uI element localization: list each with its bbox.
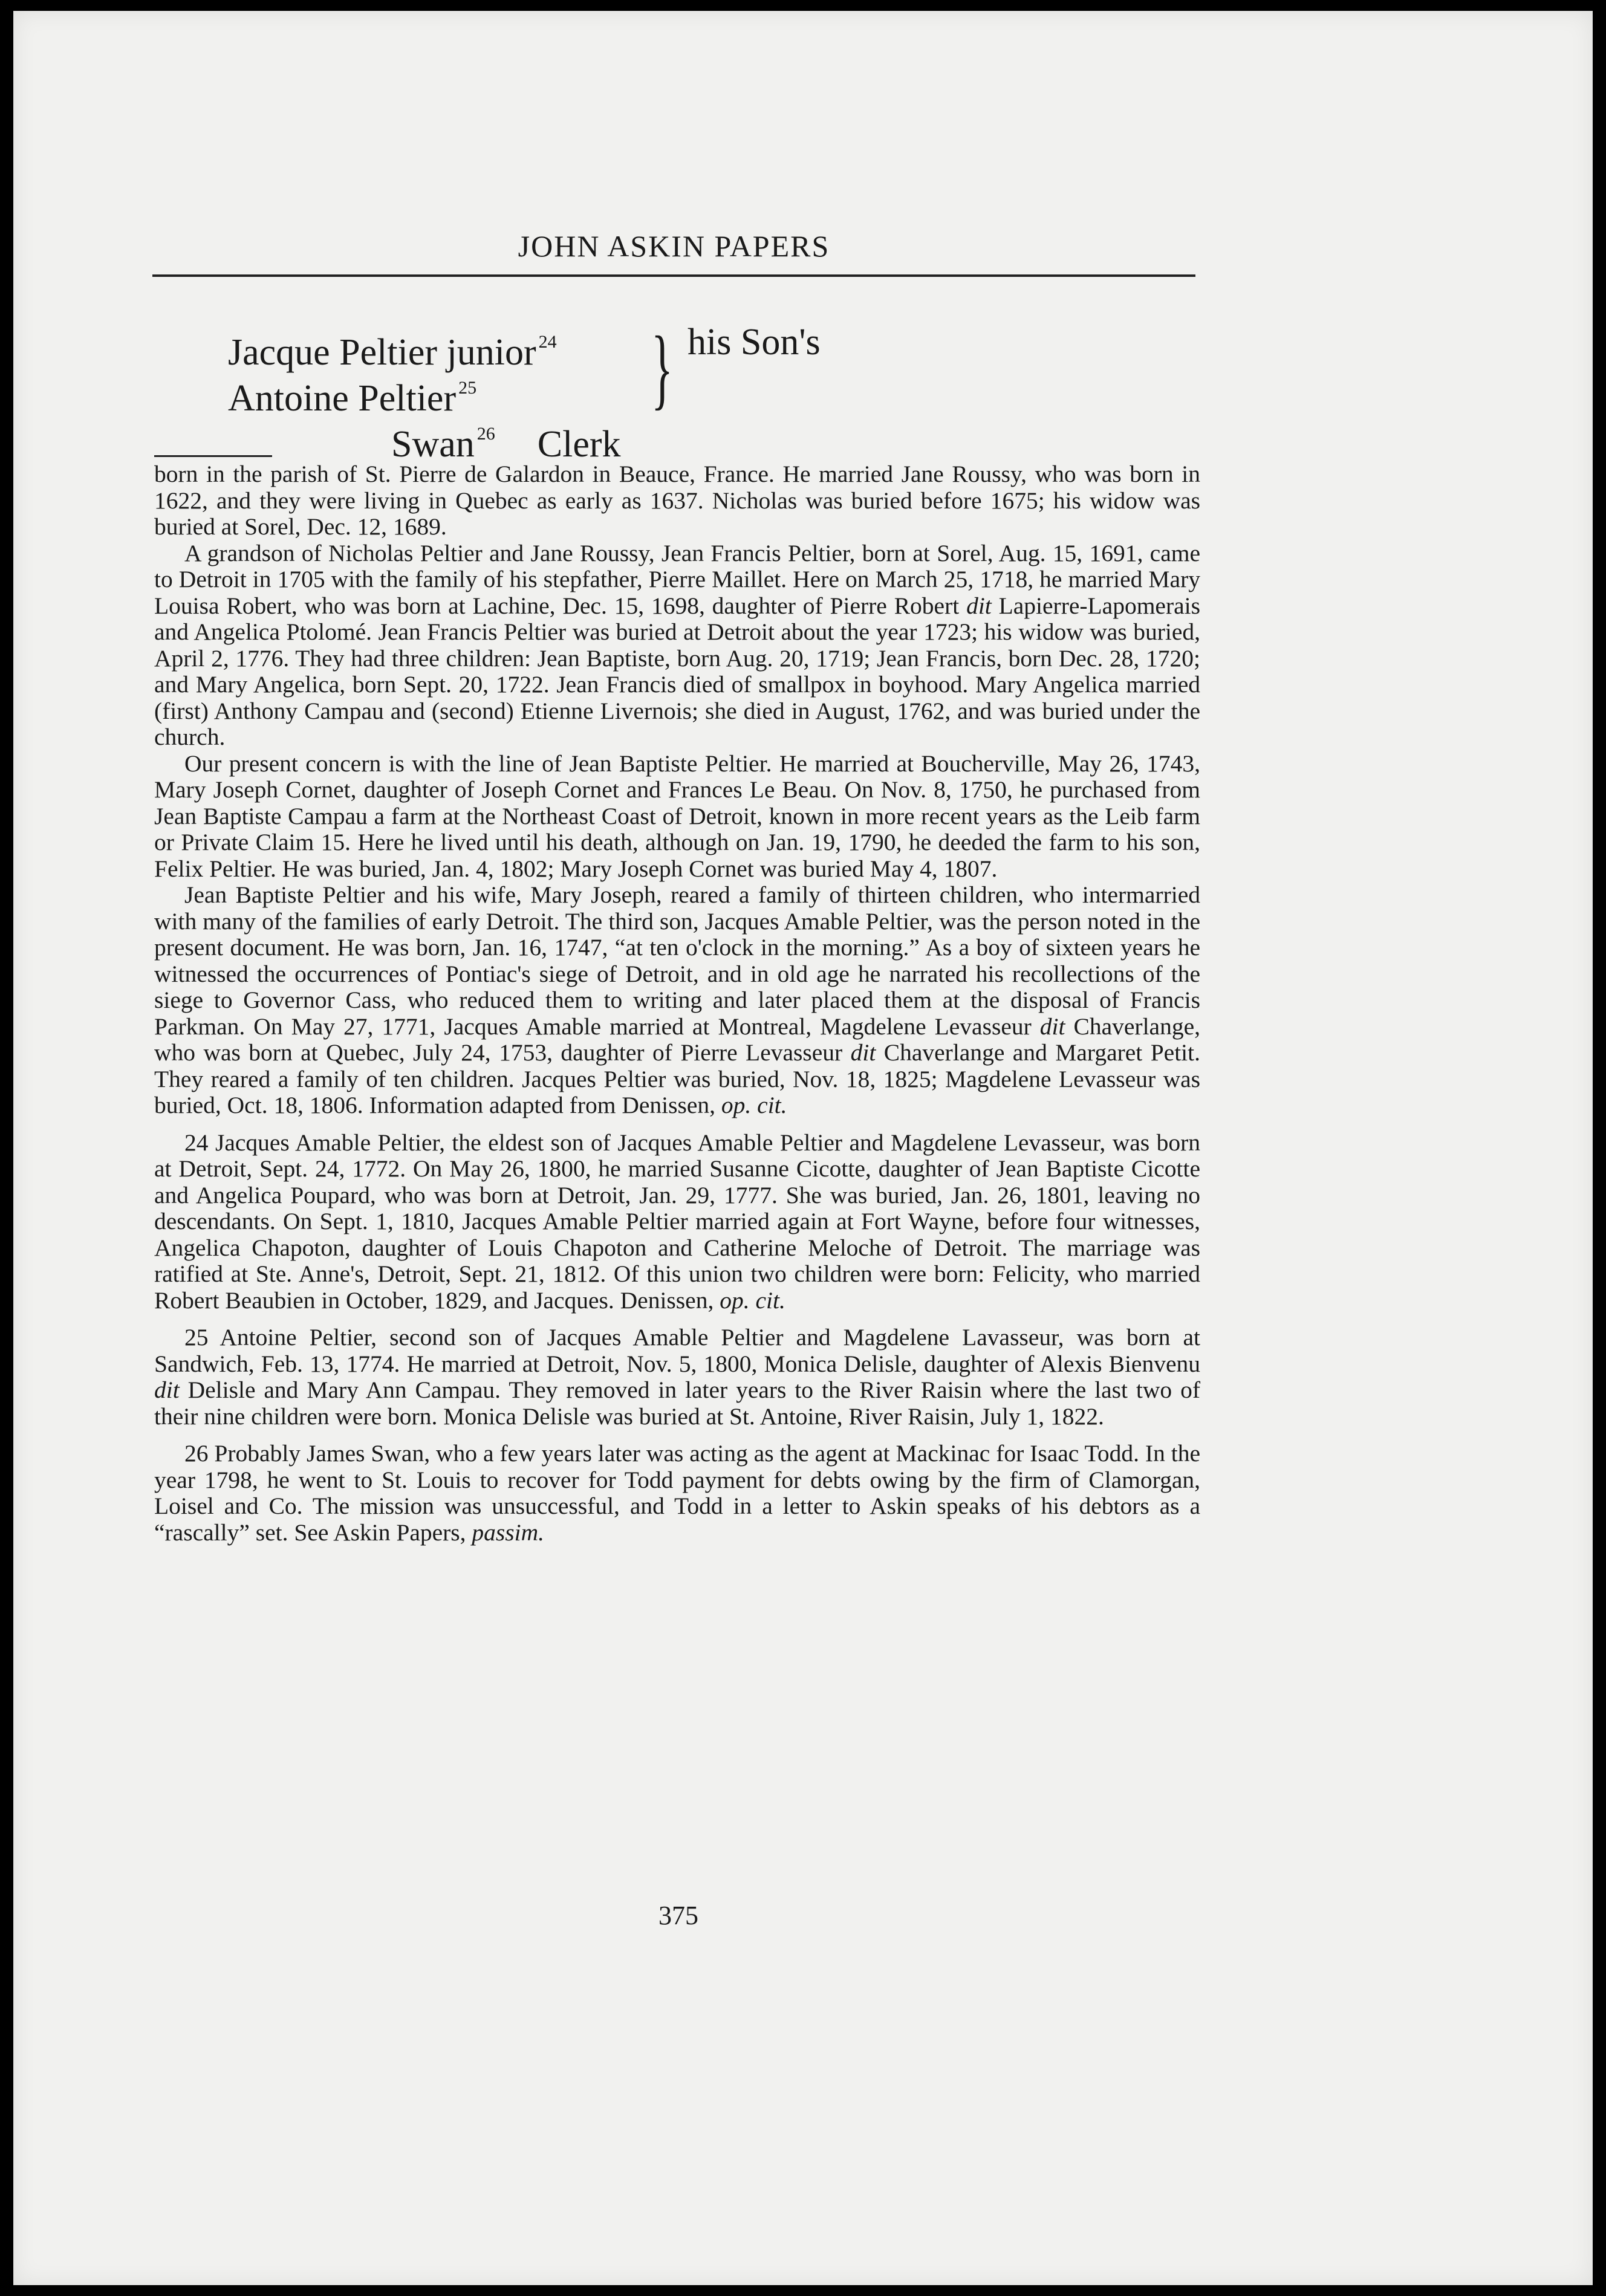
footnote-number: 24	[184, 1129, 209, 1156]
footnote-number: 26	[184, 1440, 209, 1467]
document-name-jacque: Jacque Peltier junior	[228, 332, 536, 373]
running-head: JOHN ASKIN PAPERS	[152, 229, 1195, 277]
document-name-swan: Swan	[391, 424, 475, 465]
page-sheet	[13, 11, 1593, 2285]
footnote-26: 26 Probably James Swan, who a few years later was acting as the agent at Mackinac for Isaac Todd. In the year 1798, he went to St. Louis to recover for Todd payment for debts owing by the firm of Clamorgan, Loisel and Co. The mission was unsuccessful, and Todd in a letter to Askin speaks of his debtors as a “rascally” set. See Askin Papers, passim.	[154, 1440, 1201, 1546]
document-title-clerk: Clerk	[537, 424, 621, 465]
footnote-24: 24 Jacques Amable Peltier, the eldest son of Jacques Amable Peltier and Magdelene Levasseur, was born at Detroit, Sept. 24, 1772. On May 26, 1800, he married Susanne Cicotte, daughter of Jean Baptiste Cicotte and Angelica Poupard, who was born at Detroit, Jan. 29, 1777. She was buried, Jan. 26, 1801, leaving no descendants. On Sept. 1, 1810, Jacques Amable Peltier married again at Fort Wayne, before four witnesses, Angelica Chapoton, daughter of Louis Chapoton and Catherine Meloche of Detroit. The marriage was ratified at Ste. Anne's, Detroit, Sept. 21, 1812. Of this union two children were born: Felicity, who married Robert Beaubien in October, 1829, and Jacques. Denissen, op. cit.	[154, 1129, 1200, 1314]
document-row-2	[228, 365, 1014, 419]
footnote-rule	[154, 455, 272, 457]
document-name-antoine: Antoine Peltier	[228, 378, 457, 419]
footnote-ref-24: 24	[538, 332, 557, 352]
note-paragraph-2: A grandson of Nicholas Peltier and Jane Roussy, Jean Francis Peltier, born at Sorel, Aug. 15, 1691, came to Detroit in 1705 with the family of his stepfather, Pierre Maillet. Here on March 25, 1718, he married Mary Louisa Robert, who was born at Lachine, Dec. 15, 1698, daughter of Pierre Robert dit Lapierre-Lapomerais and Angelica Ptolomé. Jean Francis Peltier was buried at Detroit about the year 1723; his widow was buried, April 2, 1776. They had three children: Jean Baptiste, born Aug. 20, 1719; Jean Francis, born Dec. 28, 1720; and Mary Angelica, born Sept. 20, 1722. Jean Francis died of smallpox in boyhood. Mary Angelica married (first) Anthony Campau and (second) Etienne Livernois; she died in August, 1762, and was buried under the church.	[154, 539, 1200, 750]
page-number: 375	[658, 1901, 698, 1930]
footnote-ref-25: 25	[458, 378, 477, 398]
footnote-number: 25	[184, 1324, 209, 1351]
footnotes	[154, 461, 1200, 1546]
brace-symbol: }	[651, 318, 673, 418]
document-excerpt	[228, 318, 1014, 465]
footnote-ref-26: 26	[476, 424, 495, 444]
brace-label: his Son's	[688, 322, 821, 363]
footnote-25: 25 Antoine Peltier, second son of Jacques Amable Peltier and Magdelene Lavasseur, was born at Sandwich, Feb. 13, 1774. He married at Detroit, Nov. 5, 1800, Monica Delisle, daughter of Alexis Bienvenu dit Delisle and Mary Ann Campau. They removed in later years to the River Raisin where the last two of their nine children were born. Monica Delisle was buried at St. Antoine, River Raisin, July 1, 1822.	[154, 1324, 1200, 1430]
note-paragraph-3: Our present concern is with the line of Jean Baptiste Peltier. He married at Boucherville, May 26, 1743, Mary Joseph Cornet, daughter of Joseph Cornet and Frances Le Beau. On Nov. 8, 1750, he purchased from Jean Baptiste Campau a farm at the Northeast Coast of Detroit, known in more recent years as the Leib farm or Private Claim 15. Here he lived until his death, although on Jan. 19, 1790, he deeded the farm to his son, Felix Peltier. He was buried, Jan. 4, 1802; Mary Joseph Cornet was buried May 4, 1807.	[154, 750, 1200, 882]
document-row-3	[228, 411, 1014, 465]
note-paragraph-1: born in the parish of St. Pierre de Galardon in Beauce, France. He married Jane Roussy, who was born in 1622, and they were living in Quebec as early as 1637. Nicholas was buried before 1675; his widow was buried at Sorel, Dec. 12, 1689.	[154, 461, 1200, 540]
note-paragraph-4: Jean Baptiste Peltier and his wife, Mary Joseph, reared a family of thirteen children, who intermarried with many of the families of early Detroit. The third son, Jacques Amable Peltier, was the person noted in the present document. He was born, Jan. 16, 1747, “at ten o'clock in the morning.” As a boy of sixteen years he witnessed the occurrences of Pontiac's siege of Detroit, and in old age he narrated his recollections of the siege to Governor Cass, who reduced them to writing and later placed them at the disposal of Francis Parkman. On May 27, 1771, Jacques Amable married at Montreal, Magdelene Levasseur dit Chaverlange, who was born at Quebec, July 24, 1753, daughter of Pierre Levasseur dit Chaverlange and Margaret Petit. They reared a family of ten children. Jacques Peltier was buried, Nov. 18, 1825; Magdelene Levasseur was buried, Oct. 18, 1806. Information adapted from Denissen, op. cit.	[154, 881, 1201, 1118]
